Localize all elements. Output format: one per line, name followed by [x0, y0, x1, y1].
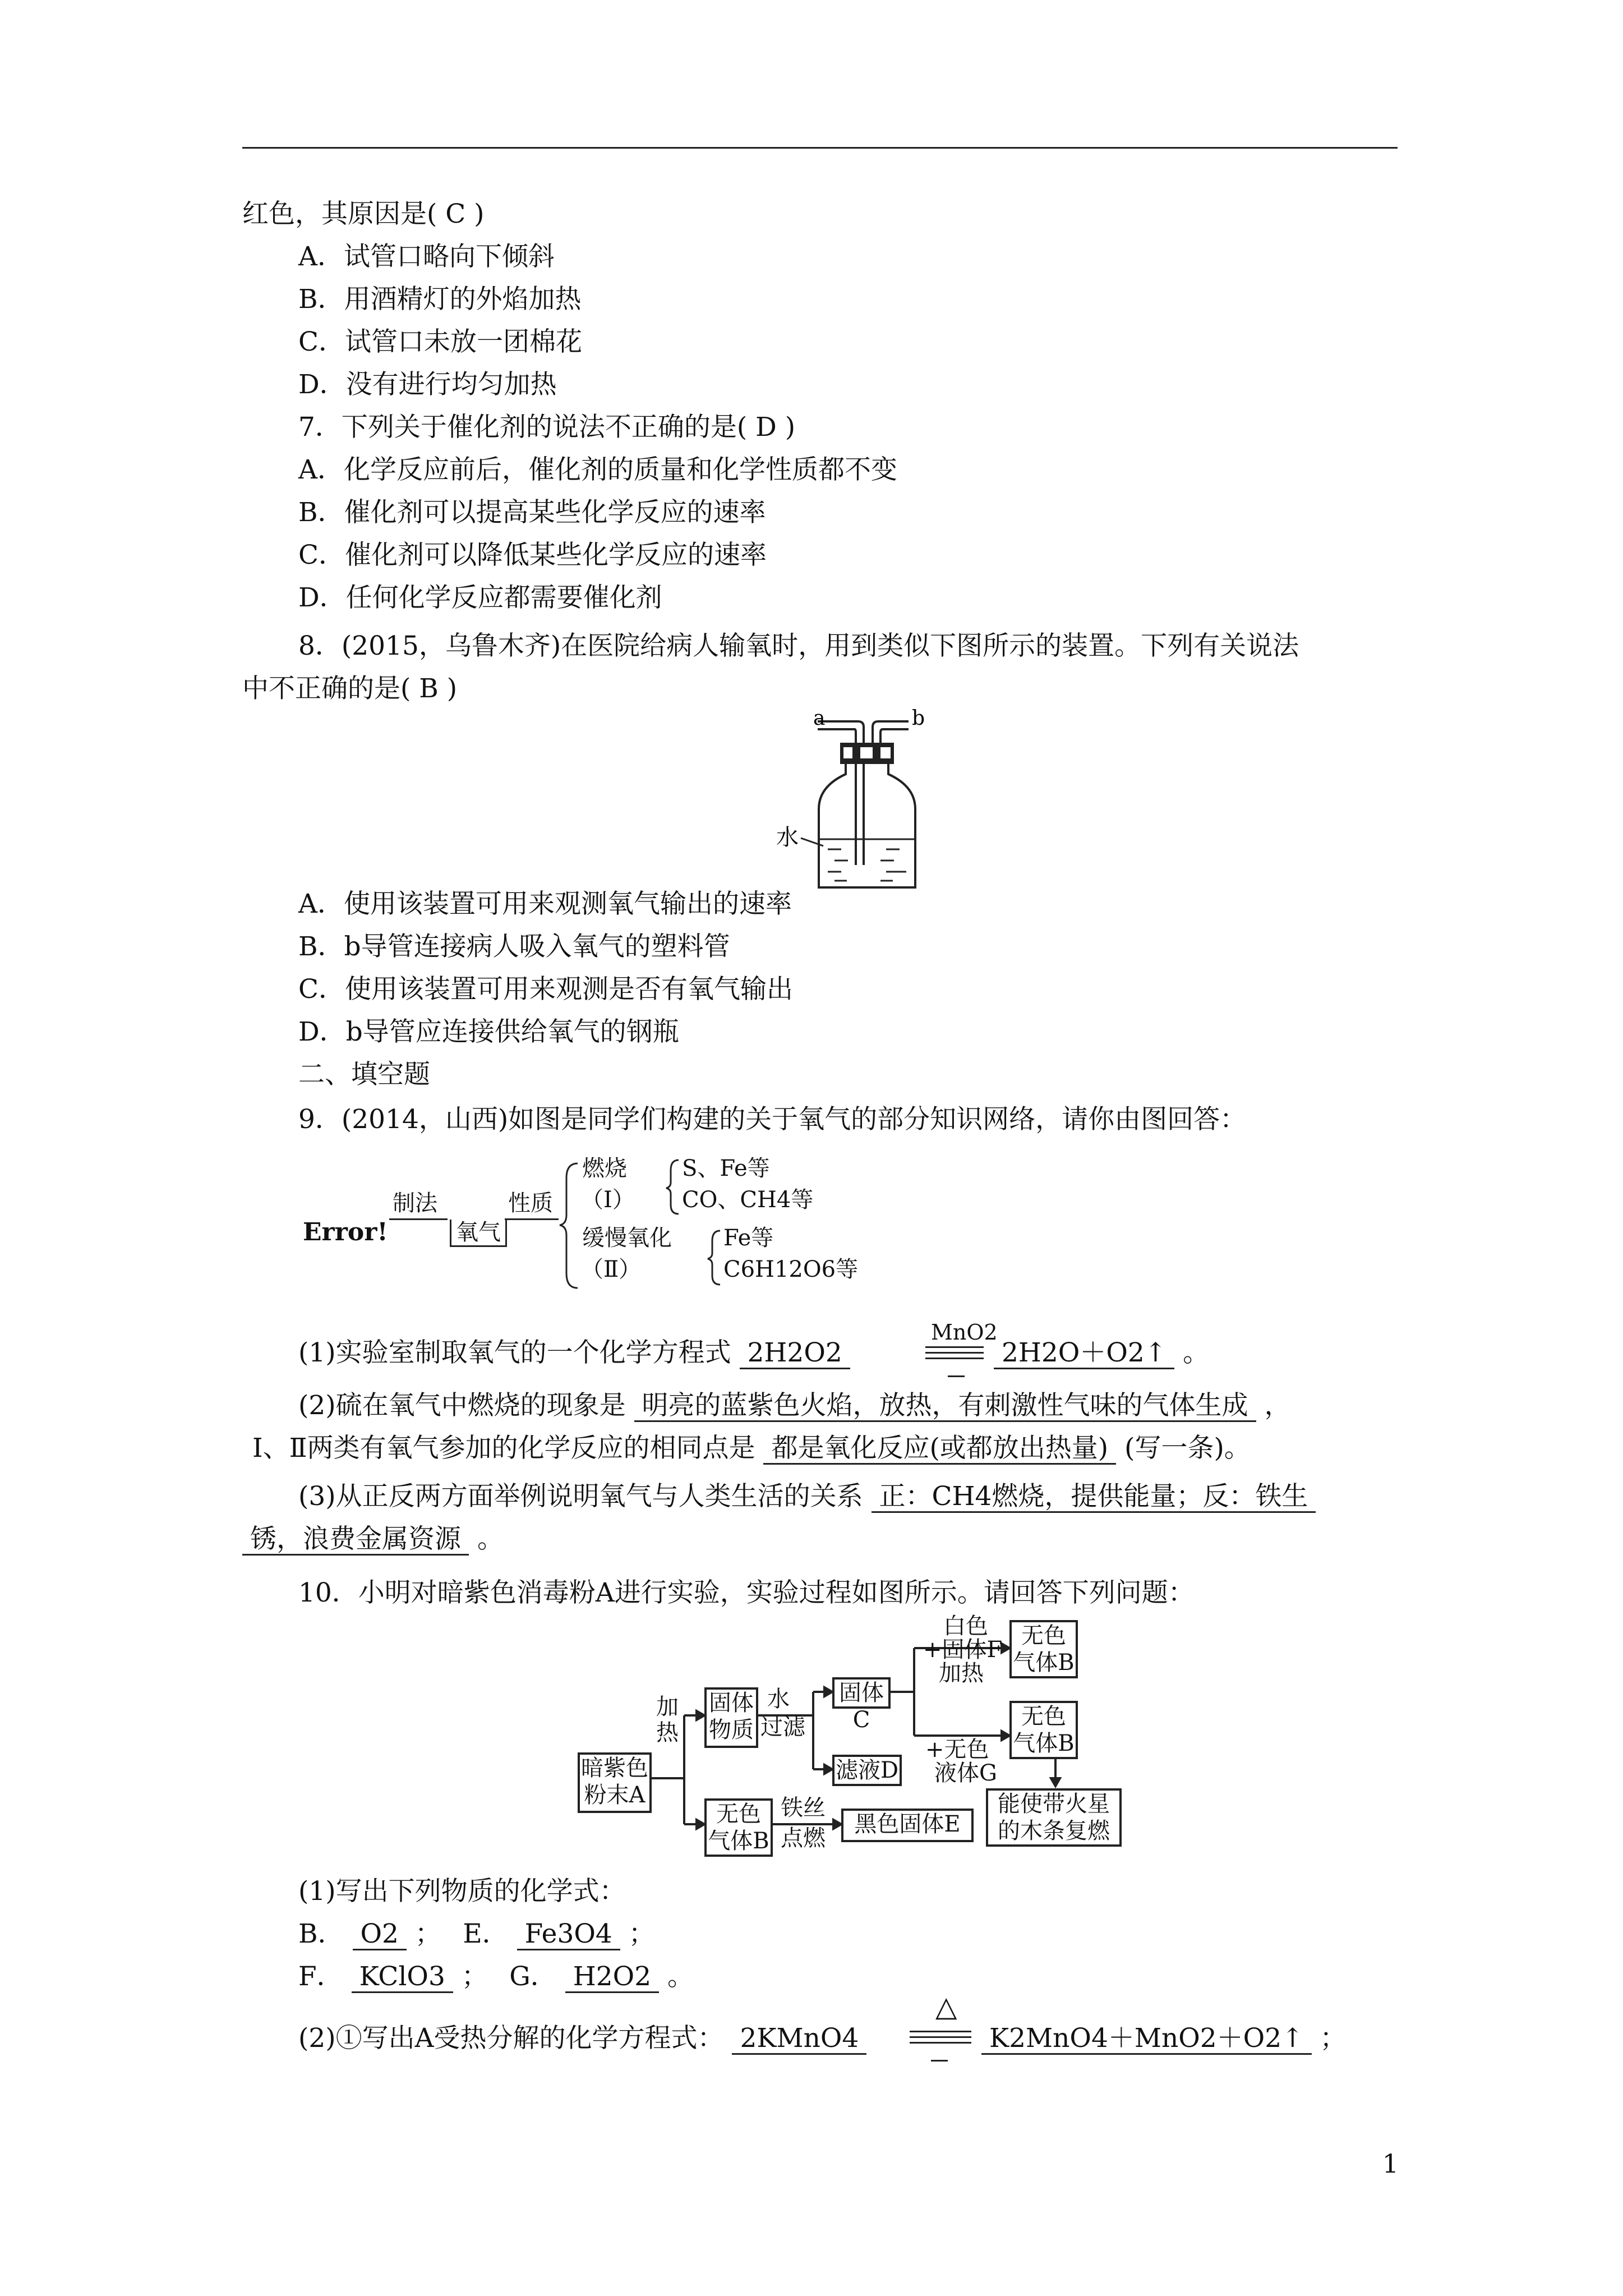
brace-combustion [665, 1158, 682, 1216]
oxygen-node: 氧气 [450, 1220, 507, 1247]
q9-part2-answer: 明亮的蓝紫色火焰，放热，有刺激性气味的气体生成 [634, 1391, 1256, 1422]
q9-part1 [298, 1336, 850, 1370]
q8-stem-line1: 8．(2015，乌鲁木齐)在医院给病人输氧时，用到类似下图所示的装置。下列有关说法 [298, 631, 1299, 661]
q7-option-b: B．催化剂可以提高某些化学反应的速率 [298, 497, 766, 528]
q9-part3-prompt: (3)从正反两方面举例说明氧气与人类生活的关系 [298, 1481, 863, 1512]
section-title-fill-in: 二、填空题 [298, 1059, 430, 1090]
q8-option-c: C．使用该装置可用来观测是否有氧气输出 [298, 974, 793, 1005]
q9-catalyst-label: MnO2 [931, 1320, 998, 1345]
node-b-top: 无色气体B [1009, 1620, 1078, 1678]
tube-a-label: a [813, 708, 826, 730]
colorless-label: +无色 [925, 1737, 989, 1763]
node-relight: 能使带火星的木条复燃 [986, 1788, 1122, 1847]
q7-stem: 7．下列关于催化剂的说法不正确的是( D ) [298, 412, 796, 443]
q10-part2-prompt: (2)①写出A受热分解的化学方程式： [298, 2023, 724, 2054]
slow-oxidation-label: 缓慢氧化 [582, 1225, 672, 1251]
q10-part2-rhs [981, 2022, 1346, 2055]
q9-part3-answer-1: 正：CH4燃烧，提供能量；反：铁生 [872, 1482, 1316, 1513]
water-label: 水 [776, 825, 799, 850]
b-answer: O2 [353, 1920, 407, 1950]
q6-option-b: B．用酒精灯的外焰加热 [298, 284, 582, 315]
brace-main [559, 1161, 581, 1290]
type-i-label: （Ⅰ） [581, 1187, 635, 1213]
tube-b-label: b [912, 708, 925, 730]
error-text: Error! [303, 1218, 388, 1246]
q6-option-a: A．试管口略向下倾斜 [298, 241, 555, 272]
q10-stem: 10．小明对暗紫色消毒粉A进行实验，实验过程如图所示。请回答下列问题： [298, 1577, 1195, 1608]
node-b-bottom: 无色气体B [704, 1798, 773, 1857]
q10-answers-b-e: B． O2 ； E． Fe3O4 ； [298, 1918, 655, 1949]
q6-option-c: C．试管口未放一团棉花 [298, 326, 582, 357]
q9-stem: 9．(2014，山西)如图是同学们构建的关于氧气的部分知识网络，请你由图回答： [298, 1104, 1247, 1135]
q9-part2b-prompt: Ⅰ、Ⅱ两类有氧气参加的化学反应的相同点是 [252, 1433, 755, 1464]
f-answer: KClO3 [352, 1962, 453, 1993]
q7-option-c: C．催化剂可以降低某些化学反应的速率 [298, 540, 767, 570]
s-fe-label: S、Fe等 [682, 1156, 770, 1181]
e-label: E． [463, 1918, 509, 1949]
q9-part1-prompt: (1)实验室制取氧气的一个化学方程式 [298, 1337, 731, 1368]
filter-label: 过滤 [760, 1714, 805, 1740]
heat-symbol: △ [935, 1990, 957, 2023]
page-number: 1 [1382, 2148, 1399, 2179]
q9-part2b-answer: 都是氧化反应(或都放出热量) [763, 1434, 1116, 1465]
solid-f-label: +固体F [923, 1637, 1003, 1663]
g-label: G． [509, 1961, 557, 1992]
experiment-flow-diagram [572, 1613, 1133, 1857]
q9-part3-end: 。 [477, 1524, 504, 1554]
q9-part3-answer-2: 锈，浪费金属资源 [242, 1525, 469, 1556]
ignite-label: 点燃 [781, 1825, 826, 1851]
node-a: 暗紫色粉末A [578, 1752, 652, 1813]
q10-part2-left: 2KMnO4 [732, 2024, 866, 2055]
type-ii-label: （Ⅱ） [581, 1257, 642, 1282]
q7-option-a: A．化学反应前后，催化剂的质量和化学性质都不变 [298, 454, 897, 485]
co-ch4-label: CO、CH4等 [682, 1187, 814, 1213]
q9-part2-end: ， [1264, 1390, 1291, 1421]
brace-slow-oxidation [707, 1228, 723, 1287]
header-rule [242, 147, 1398, 149]
q9-part3 [298, 1480, 1316, 1513]
oxygen-knowledge-network [303, 1156, 864, 1301]
gas-washing-bottle-figure [774, 708, 953, 899]
q9-part2b [252, 1432, 1251, 1465]
g-answer: H2O2 [565, 1962, 659, 1993]
zhifa-label: 制法 [393, 1190, 437, 1216]
b-label: B． [298, 1918, 344, 1949]
q9-part1-answer-right: 2H2O＋O2↑ [994, 1338, 1174, 1369]
water-step-label: 水 [767, 1686, 790, 1712]
combustion-label: 燃烧 [582, 1156, 627, 1181]
node-e: 黑色固体E [841, 1809, 974, 1842]
heat-label: 加热 [656, 1694, 679, 1746]
f-label: F． [298, 1961, 343, 1992]
q9-part1-end: 。 [1183, 1337, 1210, 1368]
q8-option-a: A．使用该装置可用来观测氧气输出的速率 [298, 889, 792, 919]
q6-continuation: 红色，其原因是( C ) [242, 199, 485, 229]
q8-option-b: B．b导管连接病人吸入氧气的塑料管 [298, 931, 730, 962]
q8-option-d: D．b导管应连接供给氧气的钢瓶 [298, 1016, 679, 1047]
q10-part2-right: K2MnO4＋MnO2＋O2↑ [981, 2024, 1312, 2055]
q10-part1: (1)写出下列物质的化学式： [298, 1876, 626, 1907]
q9-part1-rhs [994, 1336, 1209, 1370]
q7-option-d: D．任何化学反应都需要催化剂 [298, 582, 662, 613]
e-answer: Fe3O4 [517, 1920, 620, 1950]
liquid-g-label: 液体G [934, 1760, 997, 1786]
white-label: 白色 [943, 1613, 988, 1639]
fe-label: Fe等 [723, 1225, 774, 1251]
q9-part2-prompt: (2)硫在氧气中燃烧的现象是 [298, 1390, 626, 1421]
q9-part1-answer-left: 2H2O2 [740, 1338, 850, 1369]
q6-option-d: D．没有进行均匀加热 [298, 369, 557, 400]
q10-part2 [298, 2022, 866, 2055]
q9-part3-cont [242, 1522, 504, 1556]
heat2-label: 加热 [939, 1660, 984, 1686]
q10-part2-end: ； [1320, 2023, 1347, 2054]
q9-part2b-end: (写一条)。 [1124, 1433, 1251, 1464]
q10-answers-f-g: F． KClO3 ； G． H2O2 。 [298, 1961, 694, 1992]
iron-wire-label: 铁丝 [781, 1795, 826, 1821]
xingzhi-label: 性质 [508, 1190, 553, 1216]
node-b-mid: 无色气体B [1009, 1701, 1078, 1759]
q8-stem-line2: 中不正确的是( B ) [242, 673, 458, 704]
node-solid: 固体物质 [704, 1687, 758, 1748]
c6h12o6-label: C6H12O6等 [723, 1257, 859, 1282]
node-d: 滤液D [832, 1755, 902, 1786]
q9-part2 [298, 1389, 1290, 1423]
node-c: 固体C [832, 1677, 891, 1709]
